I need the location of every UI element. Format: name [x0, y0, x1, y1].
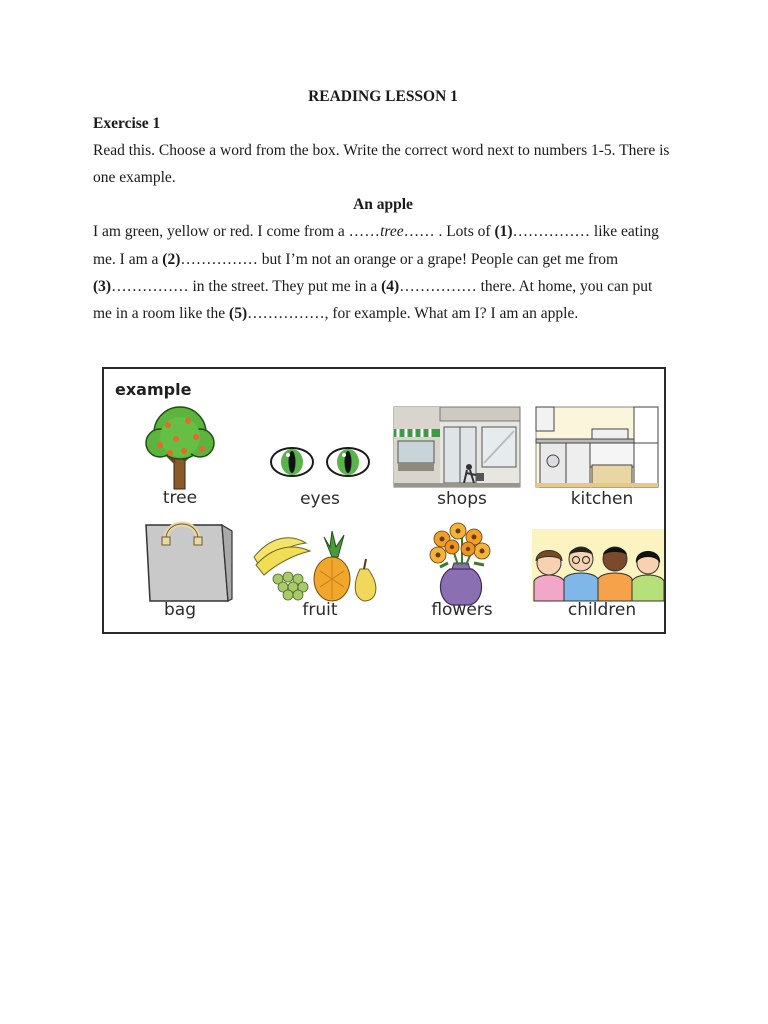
example-dots: …… — [348, 223, 381, 241]
word-children: children — [567, 600, 637, 620]
kitchen-icon — [532, 403, 672, 493]
bag-icon — [110, 517, 250, 607]
passage-text: …………… there. At home, you can put me in a room like the — [93, 277, 653, 323]
passage-title: An apple — [353, 196, 413, 214]
word-box — [102, 367, 666, 634]
gap-1-number: (1) — [494, 223, 513, 241]
worksheet-page — [93, 84, 673, 327]
exercise-heading: Exercise 1 — [93, 115, 161, 132]
example-answer: tree — [380, 223, 404, 241]
shops-icon — [392, 403, 532, 493]
passage-text: …………… in the street. They put me in a — [111, 277, 382, 295]
gap-2-number: (2) — [162, 250, 181, 268]
children-icon — [532, 517, 672, 607]
word-shops: shops — [437, 489, 487, 509]
gap-5-number: (5) — [229, 305, 248, 323]
word-tree: tree — [162, 488, 198, 508]
passage-text: I am green, yellow or red. I come from a — [93, 223, 349, 241]
word-flowers: flowers — [431, 600, 493, 620]
word-fruit: fruit — [302, 600, 338, 620]
passage-text: …… . Lots of — [403, 223, 495, 241]
example-label: example — [115, 380, 192, 399]
gap-3-number: (3) — [93, 277, 112, 295]
flowers-icon — [392, 517, 532, 607]
word-kitchen: kitchen — [570, 489, 634, 509]
fruit-icon — [250, 517, 390, 607]
eyes-icon — [250, 403, 390, 493]
page-title: READING LESSON 1 — [308, 88, 458, 105]
passage-text: …………… but I’m not an orange or a grape! People can get me from — [180, 250, 619, 268]
tree-icon — [110, 403, 250, 493]
passage — [93, 218, 673, 327]
word-bag: bag — [164, 600, 196, 620]
word-eyes: eyes — [300, 489, 340, 509]
passage-text: ……………, for example. What am I? I am an apple. — [247, 305, 579, 323]
gap-4-number: (4) — [381, 277, 400, 295]
instructions: Read this. Choose a word from the box. Write the correct word next to numbers 1-5. There is one example. — [93, 142, 670, 187]
passage-text: …………… like eating me. I am a — [93, 223, 659, 268]
